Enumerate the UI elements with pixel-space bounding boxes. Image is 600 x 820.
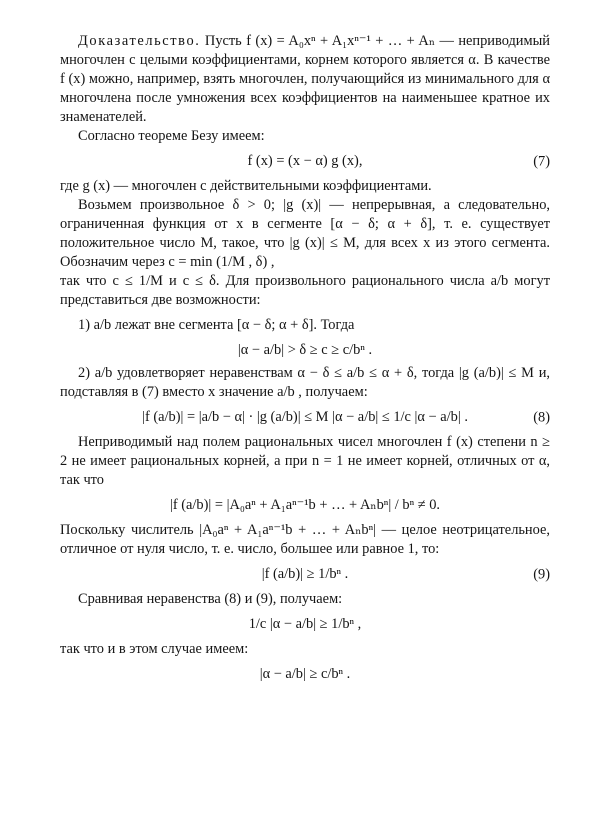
case-1-text: 1) a/b лежат вне сегмента [α − δ; α + δ]. Тогда [78,317,355,333]
formula-7-body: f (x) = (x − α) g (x), [247,153,363,169]
case-1-formula-body: |α − a/b| > δ ≥ c ≥ c/bⁿ . [237,342,373,358]
final-formula-body: |α − a/b| ≥ c/bⁿ . [259,666,351,682]
formula-8-body: |f (a/b)| = |a/b − α| · |g (a/b)| ≤ M |α − a/b| ≤ 1/c |α − a/b| . [142,409,468,425]
proof-paragraph [60,32,550,127]
case-2-text: 2) a/b удовлетворяет неравенствам α − δ ≤ a/b ≤ α + δ, тогда |g (a/b)| ≤ M и, подставляя в (7) вместо x значение a/b , получаем: [60,365,550,400]
compare-formula [60,615,550,634]
numerator-paragraph: Поскольку числитель |A₀aⁿ + A₁aⁿ⁻¹b + … + Aₙbⁿ| — целое неотрицательное, отличное от нуля число, т. е. число, большее или равное 1, то: [60,522,550,557]
formula-9 [60,565,550,584]
equation-number-8: (8) [533,409,550,425]
proof-text: Пусть f (x) = A₀xⁿ + A₁xⁿ⁻¹ + … + Aₙ — неприводимый многочлен с целыми коэффициентами, корнем которого является α. В качестве f (x) можно, например, взять многочлен, получающийся из минимального для α многочлена после умножения всех коэффициентов на наименьшее кратное их знаменателей. [60,33,550,125]
compare-formula-body: 1/c |α − a/b| ≥ 1/bⁿ , [248,616,362,632]
compare-paragraph: Сравнивая неравенства (8) и (9), получаем: [78,591,343,607]
conclusion-intro: так что и в этом случае имеем: [60,641,249,657]
proof-title: Доказательство. [78,33,201,49]
case-1 [60,316,550,335]
g-definition: где g (x) — многочлен с действительными коэффициентами. [60,178,432,194]
nonzero-formula [60,496,550,515]
equation-number-7: (7) [533,153,550,169]
page-body [60,32,550,690]
irreducible-paragraph: Неприводимый над полем рациональных чисел многочлен f (x) степени n ≥ 2 не имеет рациональных корней, а при n = 1 не имеет корней, отличных от α, так что [60,434,550,488]
bezout-intro: Согласно теореме Безу имеем: [78,128,265,144]
case-1-formula [60,341,550,360]
cases-intro: так что c ≤ 1/M и c ≤ δ. Для произвольного рационального числа a/b могут представиться две возможности: [60,273,550,308]
final-formula [60,665,550,684]
formula-8 [60,408,550,427]
equation-number-9: (9) [533,566,550,582]
nonzero-formula-body: |f (a/b)| = |A₀aⁿ + A₁aⁿ⁻¹b + … + Aₙbⁿ| / bⁿ ≠ 0. [169,497,441,513]
formula-9-body: |f (a/b)| ≥ 1/bⁿ . [261,566,349,582]
formula-7 [60,152,550,171]
delta-paragraph: Возьмем произвольное δ > 0; |g (x)| — непрерывная, а следовательно, ограниченная функция от x в сегменте [α − δ; α + δ], т. е. существует положительное число M, такое, что |g (x)| ≤ M, для всех x из этого сегмента. Обозначим через c = min (1/M , δ) , [60,197,550,270]
